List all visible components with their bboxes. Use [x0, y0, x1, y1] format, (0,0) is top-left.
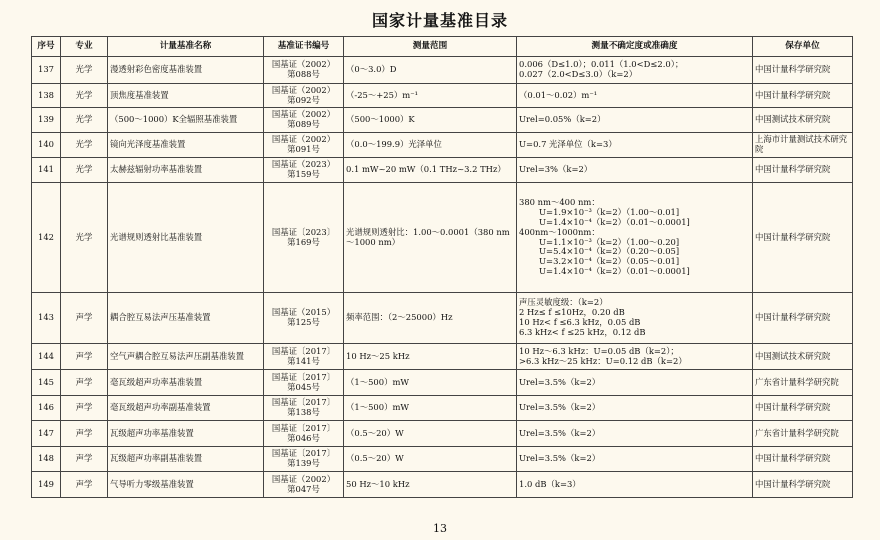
cell-org: 广东省计量科学研究院 [753, 370, 853, 396]
cell-no: 140 [32, 133, 61, 158]
cell-name: 太赫兹辐射功率基准装置 [108, 158, 264, 183]
cell-line: 第046号 [287, 432, 320, 443]
page-title: 国家计量基准目录 [371, 11, 508, 30]
cell-line: U=1.4×10⁻⁴（k=2）（0.01～0.0001] [539, 266, 690, 277]
cell-field: 声学 [61, 396, 108, 421]
cell-no: 145 [32, 370, 61, 396]
cell-line: 第091号 [287, 144, 320, 154]
catalog-table [31, 36, 853, 498]
cell-name: 镜向光泽度基准装置 [108, 133, 264, 158]
cell-name: 瓦级超声功率基准装置 [108, 421, 264, 447]
cell-line: U=3.2×10⁻⁴（k=2）（0.05～0.01] [539, 256, 680, 267]
table-row [32, 370, 853, 396]
cell-line: >6.3 kHz～25 kHz：U=0.12 dB（k=2） [519, 355, 687, 366]
cell-no: 146 [32, 396, 61, 421]
cell-line: 2 Hz≤ f ≤10Hz，0.20 dB [519, 307, 625, 318]
cell-line: 国基证〔2017〕 [271, 422, 336, 433]
cell-field: 光学 [61, 108, 108, 133]
cell-line: 0.006（D≤1.0）；0.011（1.0<D≤2.0）； [519, 59, 684, 70]
cell-no: 142 [32, 183, 61, 293]
cell-line: 第138号 [287, 407, 320, 417]
table-row [32, 421, 853, 447]
cell-line: Urel=3.5%（k=2） [519, 427, 601, 438]
table-header-row [32, 37, 853, 57]
page-number: 13 [433, 522, 447, 535]
header-cell: 基准证书编号 [264, 37, 344, 57]
cell-name: 漫透射彩色密度基准装置 [108, 57, 264, 84]
cell-name: 气导听力零级基准装置 [108, 472, 264, 498]
table-row [32, 447, 853, 472]
cell-name: 光谱规则透射比基准装置 [108, 183, 264, 293]
cell-org: 中国计量科学研究院 [753, 472, 853, 498]
cell-uncertainty [517, 158, 753, 183]
cell-range: （0.0～199.9）光泽单位 [344, 133, 517, 158]
cell-field: 声学 [61, 370, 108, 396]
cell-name: （500～1000）K全辐照基准装置 [108, 108, 264, 133]
cell-cert [264, 84, 344, 108]
cell-no: 144 [32, 344, 61, 370]
table-row [32, 84, 853, 108]
cell-name: 瓦级超声功率副基准装置 [108, 447, 264, 472]
cell-uncertainty [517, 396, 753, 421]
cell-name: 毫瓦级超声功率副基准装置 [108, 396, 264, 421]
header-cell: 保存单位 [753, 37, 853, 57]
cell-line: 国基证（2015） [271, 307, 336, 318]
cell-line: 6.3 kHz< f ≤25 kHz，0.12 dB [519, 326, 646, 337]
table-row [32, 108, 853, 133]
cell-org: 中国计量科学研究院 [753, 57, 853, 84]
cell-line: 第047号 [287, 483, 320, 494]
cell-line: 国基证〔2017〕 [271, 345, 336, 356]
cell-no: 141 [32, 158, 61, 183]
cell-field: 光学 [61, 183, 108, 293]
cell-field: 光学 [61, 158, 108, 183]
cell-no: 143 [32, 293, 61, 344]
cell-uncertainty [517, 370, 753, 396]
cell-field: 声学 [61, 421, 108, 447]
cell-uncertainty [517, 108, 753, 133]
cell-uncertainty [517, 472, 753, 498]
cell-line: 第159号 [287, 169, 320, 179]
cell-cert [264, 57, 344, 84]
cell-range: （1～500）mW [344, 370, 517, 396]
cell-cert [264, 293, 344, 344]
cell-line: U=1.4×10⁻⁴（k=2）（0.01～0.0001] [539, 216, 690, 227]
cell-line: 国基证〔2017〕 [271, 448, 336, 459]
cell-line: 0.027（2.0<D≤3.0）（k=2） [519, 69, 638, 79]
cell-line: Urel=3%（k=2） [519, 164, 593, 175]
cell-org: 上海市计量测试技术研究院 [753, 133, 853, 158]
table-row [32, 344, 853, 370]
cell-name: 空气声耦合腔互易法声压副基准装置 [108, 344, 264, 370]
cell-range: （0.5～20）W [344, 447, 517, 472]
cell-uncertainty [517, 133, 753, 158]
cell-field: 光学 [61, 57, 108, 84]
cell-uncertainty [517, 293, 753, 344]
cell-line: Urel=3.5%（k=2） [519, 453, 601, 464]
cell-line: 第125号 [287, 317, 320, 327]
table-row [32, 472, 853, 498]
cell-cert [264, 472, 344, 498]
cell-line: Urel=3.5%（k=2） [519, 376, 601, 387]
cell-cert [264, 108, 344, 133]
cell-line: 第169号 [287, 236, 320, 247]
cell-line: U=1.1×10⁻³（k=2）（1.00～0.20] [539, 236, 680, 247]
cell-cert [264, 344, 344, 370]
cell-no: 137 [32, 57, 61, 84]
cell-no: 148 [32, 447, 61, 472]
cell-range: 50 Hz～10 kHz [344, 472, 517, 498]
table-row [32, 396, 853, 421]
cell-org: 中国测试技术研究院 [753, 344, 853, 370]
cell-line: 第139号 [287, 458, 320, 468]
cell-line: 国基证（2002） [271, 109, 336, 120]
cell-line: 第141号 [287, 355, 320, 366]
cell-uncertainty [517, 183, 753, 293]
cell-uncertainty [517, 344, 753, 370]
table-row [32, 183, 853, 293]
cell-line: U=5.4×10⁻⁴（k=2）（0.20～0.05] [539, 246, 680, 257]
cell-field: 光学 [61, 84, 108, 108]
cell-line: Urel=0.05%（k=2） [519, 114, 606, 125]
cell-line: 第089号 [287, 119, 320, 129]
cell-org: 中国计量科学研究院 [753, 447, 853, 472]
cell-uncertainty [517, 447, 753, 472]
cell-org: 广东省计量科学研究院 [753, 421, 853, 447]
cell-no: 149 [32, 472, 61, 498]
cell-name: 毫瓦级超声功率基准装置 [108, 370, 264, 396]
cell-range: （500～1000）K [344, 108, 517, 133]
cell-no: 139 [32, 108, 61, 133]
cell-range: 频率范围：（2～25000）Hz [344, 293, 517, 344]
cell-cert [264, 133, 344, 158]
cell-line: 第088号 [287, 69, 320, 79]
cell-org: 中国计量科学研究院 [753, 183, 853, 293]
cell-range: （-25～+25）m⁻¹ [344, 84, 517, 108]
cell-line: 国基证（2002） [271, 134, 336, 145]
cell-range: 光谱规则透射比：1.00～0.0001（380 nm～1000 nm） [344, 183, 517, 293]
header-cell: 测量范围 [344, 37, 517, 57]
cell-field: 声学 [61, 472, 108, 498]
table-row [32, 158, 853, 183]
cell-line: 380 nm～400 nm： [519, 196, 600, 207]
cell-range: （0.5～20）W [344, 421, 517, 447]
cell-org: 中国计量科学研究院 [753, 84, 853, 108]
cell-line: 国基证（2023） [271, 159, 336, 170]
cell-range: （0～3.0）D [344, 57, 517, 84]
header-cell: 序号 [32, 37, 61, 57]
cell-range: （1～500）mW [344, 396, 517, 421]
cell-line: 国基证〔2023〕 [271, 226, 336, 237]
cell-line: 第045号 [287, 381, 320, 392]
cell-org: 中国计量科学研究院 [753, 293, 853, 344]
cell-field: 声学 [61, 293, 108, 344]
table-row [32, 57, 853, 84]
cell-cert [264, 421, 344, 447]
header-cell: 计量基准名称 [108, 37, 264, 57]
cell-line: 国基证（2002） [271, 59, 336, 70]
cell-uncertainty [517, 421, 753, 447]
cell-line: 1.0 dB（k=3） [519, 478, 581, 489]
cell-org: 中国计量科学研究院 [753, 396, 853, 421]
header-cell: 专业 [61, 37, 108, 57]
cell-cert [264, 447, 344, 472]
cell-field: 光学 [61, 133, 108, 158]
cell-line: 400nm～1000nm： [519, 226, 600, 237]
cell-line: U=0.7 光泽单位（k=3） [519, 139, 617, 150]
cell-line: 10 Hz< f ≤6.3 kHz，0.05 dB [519, 317, 641, 327]
cell-line: 10 Hz～6.3 kHz：U=0.05 dB（k=2）； [519, 345, 679, 356]
cell-field: 声学 [61, 344, 108, 370]
cell-line: U=1.9×10⁻³（k=2）（1.00～0.01] [539, 206, 680, 217]
cell-no: 147 [32, 421, 61, 447]
cell-line: 国基证〔2017〕 [271, 371, 336, 382]
cell-line: 国基证〔2017〕 [271, 397, 336, 408]
cell-line: 国基证（2002） [271, 473, 336, 484]
cell-cert [264, 183, 344, 293]
cell-org: 中国测试技术研究院 [753, 108, 853, 133]
cell-cert [264, 158, 344, 183]
cell-cert [264, 370, 344, 396]
cell-name: 顶焦度基准装置 [108, 84, 264, 108]
table-row [32, 293, 853, 344]
cell-no: 138 [32, 84, 61, 108]
cell-uncertainty [517, 57, 753, 84]
cell-cert [264, 396, 344, 421]
cell-uncertainty [517, 84, 753, 108]
cell-range: 10 Hz～25 kHz [344, 344, 517, 370]
cell-line: 第092号 [287, 94, 320, 105]
cell-line: 国基证（2002） [271, 84, 336, 95]
cell-line: Urel=3.5%（k=2） [519, 402, 601, 413]
cell-line: 声压灵敏度级：（k=2） [519, 297, 608, 308]
header-cell: 测量不确定度或准确度 [517, 37, 753, 57]
table-row [32, 133, 853, 158]
cell-name: 耦合腔互易法声压基准装置 [108, 293, 264, 344]
cell-line: （0.01～0.02）m⁻¹ [519, 89, 598, 100]
cell-org: 中国计量科学研究院 [753, 158, 853, 183]
cell-field: 声学 [61, 447, 108, 472]
cell-range: 0.1 mW~20 mW（0.1 THz~3.2 THz） [344, 158, 517, 183]
